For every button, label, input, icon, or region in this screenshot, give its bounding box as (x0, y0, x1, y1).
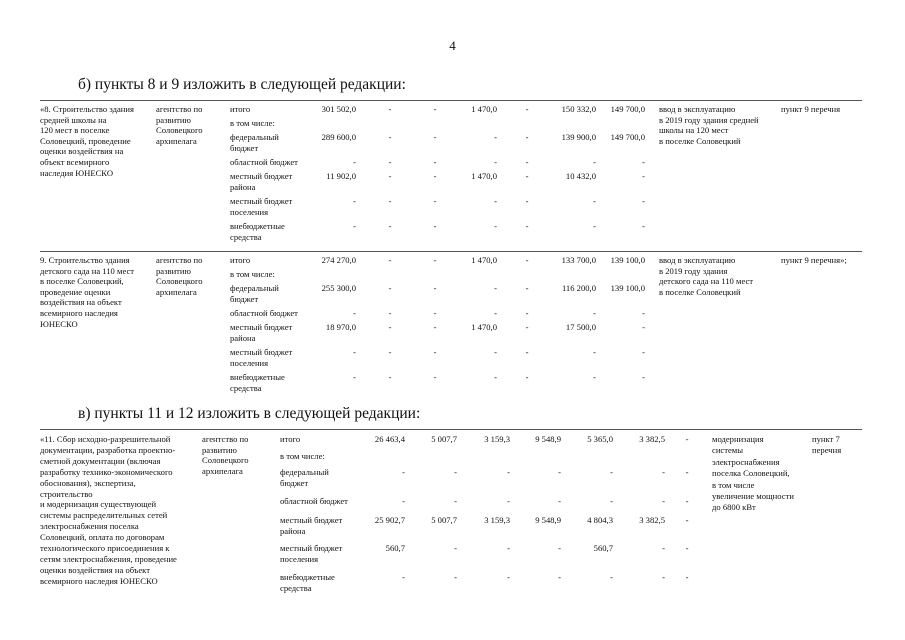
cell-value: 1 470,0 (471, 104, 497, 114)
cell-value: 10 432,0 (565, 171, 596, 181)
cell-value: 17 500,0 (565, 322, 596, 332)
cell-value: - (353, 221, 356, 231)
item-name: «11. Сбор исходно-разрешительной (40, 434, 171, 444)
cell-value: - (494, 221, 497, 231)
cell-value: - (402, 572, 405, 582)
item-name: «8. Строительство здания (40, 104, 134, 114)
cell-value: - (433, 372, 437, 382)
cell-value: 139 100,0 (610, 255, 645, 265)
item-name: оценки воздействия на (40, 146, 124, 157)
cell-value: - (685, 543, 689, 553)
cell-value: - (353, 308, 356, 318)
cell-value: - (525, 104, 529, 114)
cell-value: - (388, 308, 392, 318)
cell-value: - (454, 543, 457, 553)
section-b-heading: б) пункты 8 и 9 изложить в следующей редакции: (78, 76, 406, 93)
cell-value: - (558, 467, 561, 477)
item-name: всемирного наследия (40, 308, 118, 318)
item-ref: пункт 9 перечня (781, 104, 841, 114)
cell-value: 9 548,9 (535, 434, 561, 444)
cell-value: - (353, 347, 356, 357)
item-result: модернизация (712, 434, 764, 444)
item-name: ЮНЕСКО (40, 318, 78, 329)
cell-value: 3 382,5 (639, 515, 665, 525)
cell-value: 133 700,0 (561, 255, 596, 265)
item-name: объект всемирного (40, 157, 110, 167)
cell-value: - (433, 104, 437, 114)
cell-value: - (642, 196, 645, 206)
row-label: бюджет (280, 477, 309, 488)
item-name: документации, разработка проектно- (40, 444, 176, 455)
cell-value: - (593, 157, 596, 167)
cell-value: - (525, 322, 529, 332)
cell-value: - (494, 372, 497, 382)
section-v-heading: в) пункты 11 и 12 изложить в следующей редакции: (78, 405, 421, 422)
cell-value: - (507, 467, 510, 477)
cell-value: 1 470,0 (471, 255, 497, 265)
item-result: электроснабжения (712, 456, 780, 467)
item-name: воздействия на объект (40, 297, 122, 308)
row-label: средства (230, 382, 262, 393)
item-agency: агентство по (156, 104, 203, 114)
row-label: местный бюджет (280, 543, 343, 553)
cell-value: - (433, 171, 437, 181)
item-agency: развитию (202, 444, 237, 455)
row-label: района (230, 181, 256, 192)
cell-value: 560,7 (385, 543, 405, 553)
cell-value: - (353, 196, 356, 206)
item-result: в поселке Соловецкий (659, 135, 741, 146)
cell-value: - (454, 467, 457, 477)
cell-value: - (433, 308, 437, 318)
item-name: всемирного наследия ЮНЕСКО (40, 575, 158, 586)
item-result: в 2019 году здания (659, 265, 728, 276)
item-name: 120 мест в поселке (40, 125, 110, 136)
row-label: областной бюджет (230, 157, 298, 167)
row-label: в том числе: (230, 118, 275, 128)
item-name: технологического присоединения к (40, 543, 170, 553)
item-result: в поселке Соловецкий (659, 286, 741, 297)
row-label: района (230, 332, 256, 343)
cell-value: - (388, 132, 392, 142)
cell-value: - (593, 372, 596, 382)
page-number: 4 (449, 38, 456, 53)
cell-value: - (525, 171, 529, 181)
cell-value: 139 100,0 (610, 283, 645, 293)
cell-value: - (433, 157, 437, 167)
cell-value: 3 159,3 (484, 434, 510, 444)
cell-value: - (433, 196, 437, 206)
cell-value: - (494, 196, 497, 206)
cell-value: - (642, 308, 645, 318)
item-name: сметной документации (включая (40, 455, 161, 466)
item-name: системы распределительных сетей (40, 510, 168, 521)
cell-value: - (507, 496, 510, 506)
cell-value: - (353, 157, 356, 167)
row-label: областной бюджет (280, 496, 348, 506)
row-label: бюджет (230, 142, 259, 153)
cell-value: - (525, 255, 529, 265)
cell-value: 5 365,0 (587, 434, 613, 444)
cell-value: - (388, 347, 392, 357)
item-agency: Соловецкого (156, 125, 203, 136)
item-name: строительство (40, 488, 93, 499)
item-result: школы на 120 мест (659, 125, 729, 136)
cell-value: - (388, 221, 392, 231)
cell-value: - (685, 496, 689, 506)
cell-value: 3 159,3 (484, 515, 510, 525)
item-name: детского сада на 110 мест (40, 265, 135, 276)
cell-value: - (685, 467, 689, 477)
item-agency: развитию (156, 265, 191, 276)
cell-value: - (642, 372, 645, 382)
cell-value: - (685, 515, 689, 525)
item-name: Соловецкий, проведение (40, 135, 131, 146)
row-label: местный бюджет (230, 171, 293, 181)
cell-value: 301 502,0 (321, 104, 356, 114)
cell-value: - (593, 196, 596, 206)
cell-value: - (642, 322, 645, 332)
item-name: наследия ЮНЕСКО (40, 167, 114, 178)
cell-value: - (558, 496, 561, 506)
item-agency: агентство по (156, 255, 203, 265)
cell-value: - (662, 572, 665, 582)
cell-value: - (388, 255, 392, 265)
row-label: бюджет (230, 293, 259, 304)
cell-value: - (610, 572, 613, 582)
cell-value: - (642, 171, 645, 181)
cell-value: - (593, 347, 596, 357)
row-label: поселения (280, 553, 319, 564)
cell-value: - (593, 308, 596, 318)
item-agency: Соловецкого (156, 276, 203, 287)
row-label: федеральный (280, 467, 329, 477)
item-agency: архипелага (202, 465, 243, 476)
item-result: до 6800 кВт (712, 502, 756, 513)
cell-value: - (685, 572, 689, 582)
row-label: средства (280, 582, 312, 593)
cell-value: - (454, 496, 457, 506)
row-label: итого (230, 255, 251, 265)
cell-value: - (388, 283, 392, 293)
item-result: в том числе (712, 479, 755, 490)
row-label: местный бюджет (230, 347, 293, 357)
row-label: в том числе: (280, 451, 325, 461)
cell-value: - (525, 157, 529, 167)
item-result: в 2019 году здания средней (659, 114, 759, 125)
cell-value: - (433, 132, 437, 142)
cell-value: - (642, 157, 645, 167)
row-label: в том числе: (230, 269, 275, 279)
cell-value: - (642, 347, 645, 357)
item-agency: архипелага (156, 286, 197, 297)
row-label: итого (230, 104, 251, 114)
cell-value: - (507, 572, 510, 582)
cell-value: - (388, 372, 392, 382)
cell-value: 25 902,7 (374, 515, 405, 525)
cell-value: - (525, 132, 529, 142)
item-name: 9. Строительство здания (40, 255, 130, 265)
cell-value: 560,7 (593, 543, 613, 553)
cell-value: - (525, 221, 529, 231)
item-agency: архипелага (156, 135, 197, 146)
cell-value: - (494, 283, 497, 293)
item-result: системы (712, 445, 744, 456)
cell-value: 5 007,7 (431, 434, 457, 444)
cell-value: - (558, 572, 561, 582)
cell-value: 150 332,0 (561, 104, 596, 114)
item-ref: пункт 7 (812, 434, 840, 444)
item-ref: перечня (812, 444, 842, 455)
table-rule (40, 100, 862, 101)
cell-value: - (494, 157, 497, 167)
cell-value: - (454, 572, 457, 582)
cell-value: - (433, 322, 437, 332)
item-result: поселка Соловецкий, (712, 468, 790, 479)
cell-value: - (610, 496, 613, 506)
row-label: местный бюджет (230, 322, 293, 332)
cell-value: - (593, 221, 596, 231)
row-label: поселения (230, 206, 269, 217)
cell-value: 149 700,0 (610, 132, 645, 142)
cell-value: 1 470,0 (471, 171, 497, 181)
item-name: электроснабжения поселка (40, 521, 139, 532)
cell-value: 18 970,0 (325, 322, 356, 332)
cell-value: 116 200,0 (561, 283, 596, 293)
cell-value: - (388, 196, 392, 206)
cell-value: - (662, 496, 665, 506)
cell-value: - (525, 283, 529, 293)
cell-value: - (642, 221, 645, 231)
item-name: оценки воздействия на объект (40, 564, 150, 575)
cell-value: - (494, 308, 497, 318)
cell-value: 11 902,0 (326, 171, 356, 181)
row-label: внебюджетные (230, 372, 285, 382)
item-ref: пункт 9 перечня»; (781, 255, 847, 265)
cell-value: - (610, 467, 613, 477)
cell-value: 4 804,3 (587, 515, 613, 525)
cell-value: - (494, 347, 497, 357)
item-result: детского сада на 110 мест (659, 276, 754, 287)
cell-value: - (353, 372, 356, 382)
cell-value: - (402, 496, 405, 506)
row-label: местный бюджет (230, 196, 293, 206)
cell-value: - (402, 467, 405, 477)
row-label: местный бюджет (280, 515, 343, 525)
item-name: в поселке Соловецкий, (40, 276, 124, 287)
item-name: и модернизация существующей (40, 499, 157, 510)
cell-value: - (558, 543, 561, 553)
row-label: итого (280, 434, 301, 444)
cell-value: - (494, 132, 497, 142)
cell-value: - (433, 347, 437, 357)
row-label: внебюджетные (230, 221, 285, 231)
cell-value: 9 548,9 (535, 515, 561, 525)
item-name: средней школы на (40, 114, 107, 125)
cell-value: - (433, 221, 437, 231)
cell-value: - (388, 171, 392, 181)
row-label: района (280, 525, 306, 536)
row-label: федеральный (230, 283, 279, 293)
cell-value: 3 382,5 (639, 434, 665, 444)
cell-value: - (525, 196, 529, 206)
row-label: федеральный (230, 132, 279, 142)
cell-value: - (388, 157, 392, 167)
cell-value: 149 700,0 (610, 104, 645, 114)
cell-value: - (388, 104, 392, 114)
cell-value: - (525, 308, 529, 318)
cell-value: - (685, 434, 689, 444)
cell-value: - (662, 543, 665, 553)
cell-value: 274 270,0 (321, 255, 356, 265)
table-rule (40, 429, 862, 430)
item-result: ввод в эксплуатацию (659, 255, 736, 265)
cell-value: - (388, 322, 392, 332)
row-label: областной бюджет (230, 308, 298, 318)
item-result: увеличение мощности (712, 491, 794, 501)
cell-value: - (433, 255, 437, 265)
item-name: сетям электроснабжения, проведение (40, 553, 177, 564)
item-agency: агентство по (202, 434, 249, 444)
cell-value: 255 300,0 (321, 283, 356, 293)
cell-value: 5 007,7 (431, 515, 457, 525)
cell-value: 26 463,4 (374, 434, 405, 444)
item-agency: Соловецкого (202, 455, 249, 466)
cell-value: 289 600,0 (321, 132, 356, 142)
cell-value: - (662, 467, 665, 477)
cell-value: 139 900,0 (561, 132, 596, 142)
table-rule (40, 251, 862, 252)
item-name: проведение оценки (40, 286, 111, 297)
row-label: внебюджетные (280, 572, 335, 582)
cell-value: 1 470,0 (471, 322, 497, 332)
cell-value: - (525, 347, 529, 357)
cell-value: - (433, 283, 437, 293)
row-label: поселения (230, 357, 269, 368)
item-agency: развитию (156, 114, 191, 125)
item-name: разработку технико-экономического (40, 466, 173, 477)
cell-value: - (525, 372, 529, 382)
item-name: Соловецкий, оплата по договорам (40, 532, 165, 543)
item-result: ввод в эксплуатацию (659, 104, 736, 114)
item-name: обоснования), экспертиза, (40, 477, 136, 488)
row-label: средства (230, 231, 262, 242)
cell-value: - (507, 543, 510, 553)
